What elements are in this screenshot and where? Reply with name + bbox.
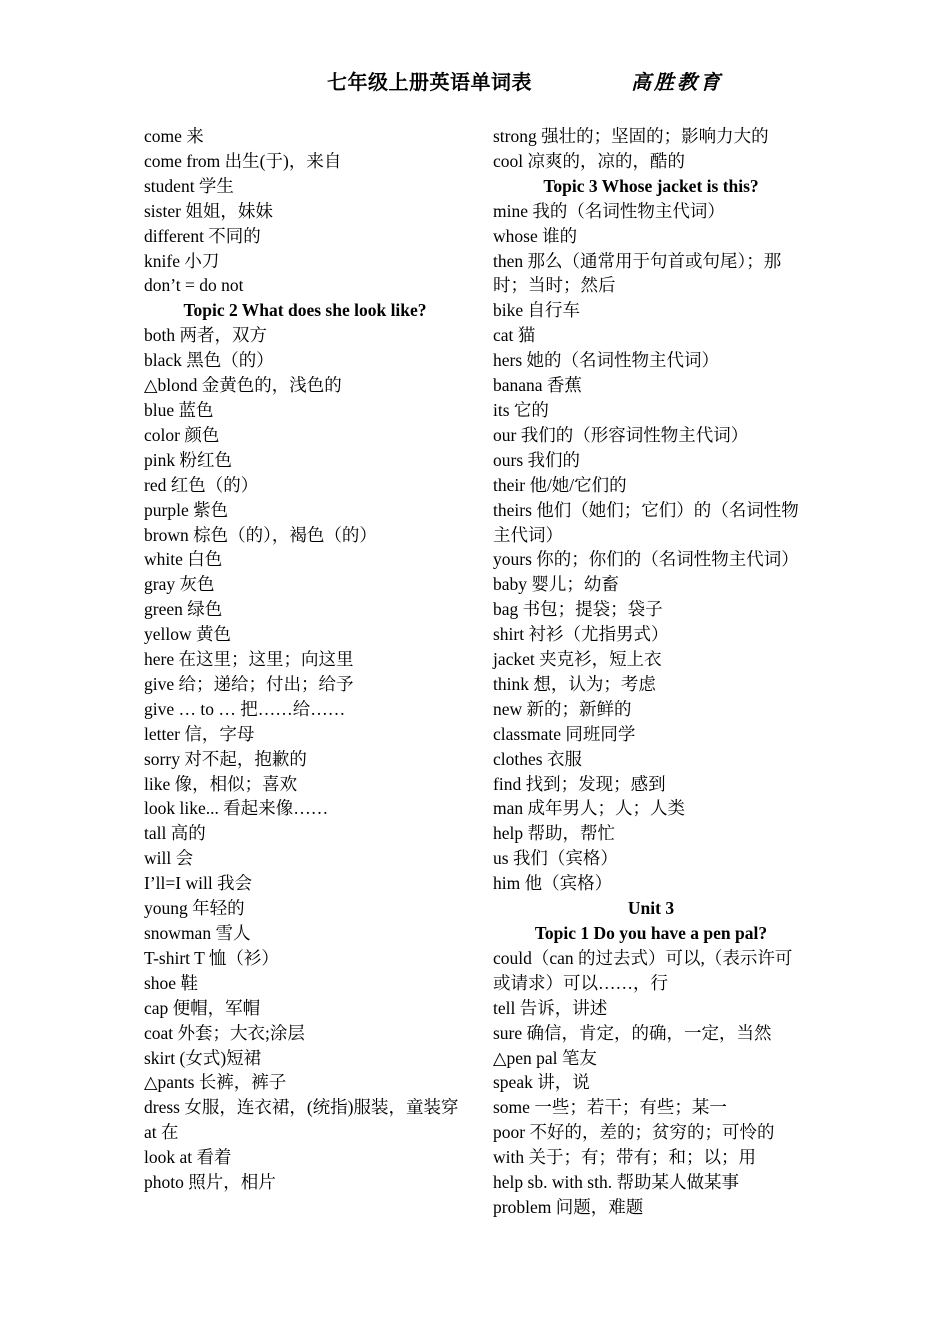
vocab-entry: think 想，认为；考虑 [493, 673, 656, 694]
vocab-entry: at 在 [144, 1122, 179, 1143]
vocab-entry: △pants 长裤，裤子 [144, 1072, 287, 1093]
vocab-entry: shirt 衬衫（尤指男式） [493, 624, 669, 645]
vocab-entry: sure 确信，肯定，的确，一定，当然 [493, 1022, 772, 1043]
page-header [0, 64, 950, 98]
vocab-entry: green 绿色 [144, 599, 223, 620]
vocab-entry: I’ll=I will 我会 [144, 873, 253, 894]
section-heading: Topic 1 Do you have a pen pal? [534, 923, 768, 943]
vocab-entry: their 他/她/它们的 [493, 474, 627, 495]
vocab-entry: pink 粉红色 [144, 449, 232, 470]
vocab-entry: color 颜色 [144, 424, 220, 445]
brand-name: 高胜教育 [631, 72, 723, 94]
vocab-entry: like 像，相似；喜欢 [144, 773, 298, 794]
vocab-entry: brown 棕色（的），褐色（的） [144, 524, 377, 545]
vocab-entry: theirs 他们（她们；它们）的（名词性物主代词） [493, 499, 799, 545]
vocab-entry: man 成年男人；人；人类 [493, 798, 686, 819]
vocab-entry: black 黑色（的） [144, 350, 274, 371]
vocab-entry: white 白色 [144, 549, 223, 570]
vocab-entry: new 新的；新鲜的 [493, 698, 632, 719]
vocab-entry: don’t = do not [144, 275, 244, 296]
vocab-entry: give 给；递给；付出；给予 [144, 673, 354, 694]
vocab-entry: then 那么（通常用于句首或句尾）；那时；当时；然后 [493, 250, 782, 296]
vocab-entry: yours 你的；你们的（名词性物主代词） [493, 549, 799, 570]
vocab-entry: snowman 雪人 [144, 923, 251, 943]
vocab-entry: help 帮助，帮忙 [493, 823, 616, 844]
vocab-entry: some 一些；若干；有些；某一 [493, 1097, 727, 1118]
vocab-entry: blue 蓝色 [144, 399, 214, 420]
vocab-entry: here 在这里；这里；向这里 [144, 649, 354, 670]
section-heading: Unit 3 [627, 898, 675, 919]
vocab-entry: banana 香蕉 [493, 375, 582, 396]
vocab-entry: △blond 金黄色的，浅色的 [144, 375, 342, 396]
vocab-entry: look at 看着 [144, 1147, 232, 1168]
vocab-entry: student 学生 [144, 175, 234, 196]
vocab-entry: knife 小刀 [144, 250, 220, 271]
vocab-entry: △pen pal 笔友 [493, 1047, 597, 1068]
vocab-entry: red 红色（的） [144, 474, 259, 495]
vocab-entry: its 它的 [493, 399, 549, 420]
vocab-entry: young 年轻的 [144, 898, 245, 919]
vocab-entry: ours 我们的 [493, 449, 581, 470]
vocab-entry: skirt (女式)短裙 [144, 1047, 262, 1068]
vocab-entry: cap 便帽，军帽 [144, 997, 261, 1018]
vocab-entry: gray 灰色 [144, 574, 215, 595]
vocab-entry: hers 她的（名词性物主代词） [493, 350, 720, 371]
vocab-entry: classmate 同班同学 [493, 723, 636, 744]
vocab-entry: help sb. with sth. 帮助某人做某事 [493, 1172, 739, 1193]
vocab-entry: find 找到；发现；感到 [493, 773, 666, 794]
vocab-entry: whose 谁的 [493, 225, 578, 246]
vocab-entry: mine 我的（名词性物主代词） [493, 200, 725, 221]
vocab-entry: come 来 [144, 126, 204, 146]
vocab-entry: clothes 衣服 [493, 748, 582, 769]
vocab-entry: both 两者，双方 [144, 325, 267, 346]
vocab-entry: sister 姐姐，妹妹 [144, 200, 273, 221]
vocab-entry: him 他（宾格） [493, 873, 613, 894]
vocab-entry: tall 高的 [144, 823, 206, 844]
vocab-entry: our 我们的（形容词性物主代词） [493, 424, 749, 445]
vocab-entry: cat 猫 [493, 325, 536, 346]
vocab-entry: different 不同的 [144, 225, 261, 246]
document-title: 七年级上册英语单词表 [327, 72, 532, 94]
vocab-entry: give … to … 把……给…… [144, 698, 346, 719]
vocab-entry: jacket 夹克衫，短上衣 [493, 649, 662, 670]
vocab-entry: poor 不好的，差的；贫穷的；可怜的 [493, 1122, 775, 1143]
vocab-entry: dress 女服，连衣裙，(统指)服装，童装穿 [144, 1097, 459, 1118]
vocab-entry: us 我们（宾格） [493, 848, 618, 869]
section-heading: Topic 2 What does she look like? [183, 300, 427, 321]
vocab-entry: problem 问题，难题 [493, 1196, 644, 1217]
left-column [144, 124, 466, 1195]
vocab-entry: look like... 看起来像…… [144, 798, 329, 819]
vocab-entry: bike 自行车 [493, 300, 581, 321]
vocab-entry: photo 照片，相片 [144, 1172, 276, 1193]
vocab-entry: T-shirt T 恤（衫） [144, 947, 279, 968]
vocab-entry: come from 出生(于)，来自 [144, 150, 342, 171]
vocab-entry: baby 婴儿；幼畜 [493, 574, 619, 595]
vocab-entry: yellow 黄色 [144, 624, 232, 645]
vocab-entry: tell 告诉，讲述 [493, 997, 608, 1018]
vocab-entry: will 会 [144, 848, 194, 869]
vocab-entry: could（can 的过去式）可以,（表示许可或请求）可以……，行 [493, 947, 793, 993]
vocab-entry: purple 紫色 [144, 499, 229, 520]
vocab-entry: bag 书包；提袋；袋子 [493, 599, 663, 620]
section-heading: Topic 3 Whose jacket is this? [543, 175, 759, 196]
vocab-entry: with 关于；有；带有；和；以；用 [493, 1147, 756, 1168]
vocab-entry: strong 强壮的；坚固的；影响力大的 [493, 126, 769, 146]
vocab-entry: letter 信，字母 [144, 723, 255, 744]
vocab-entry: coat 外套；大衣;涂层 [144, 1022, 305, 1043]
vocab-entry: sorry 对不起，抱歉的 [144, 748, 307, 769]
right-column [493, 124, 809, 1220]
vocab-entry: shoe 鞋 [144, 972, 198, 993]
vocab-entry: speak 讲，说 [493, 1072, 590, 1093]
vocab-entry: cool 凉爽的，凉的，酷的 [493, 150, 686, 171]
